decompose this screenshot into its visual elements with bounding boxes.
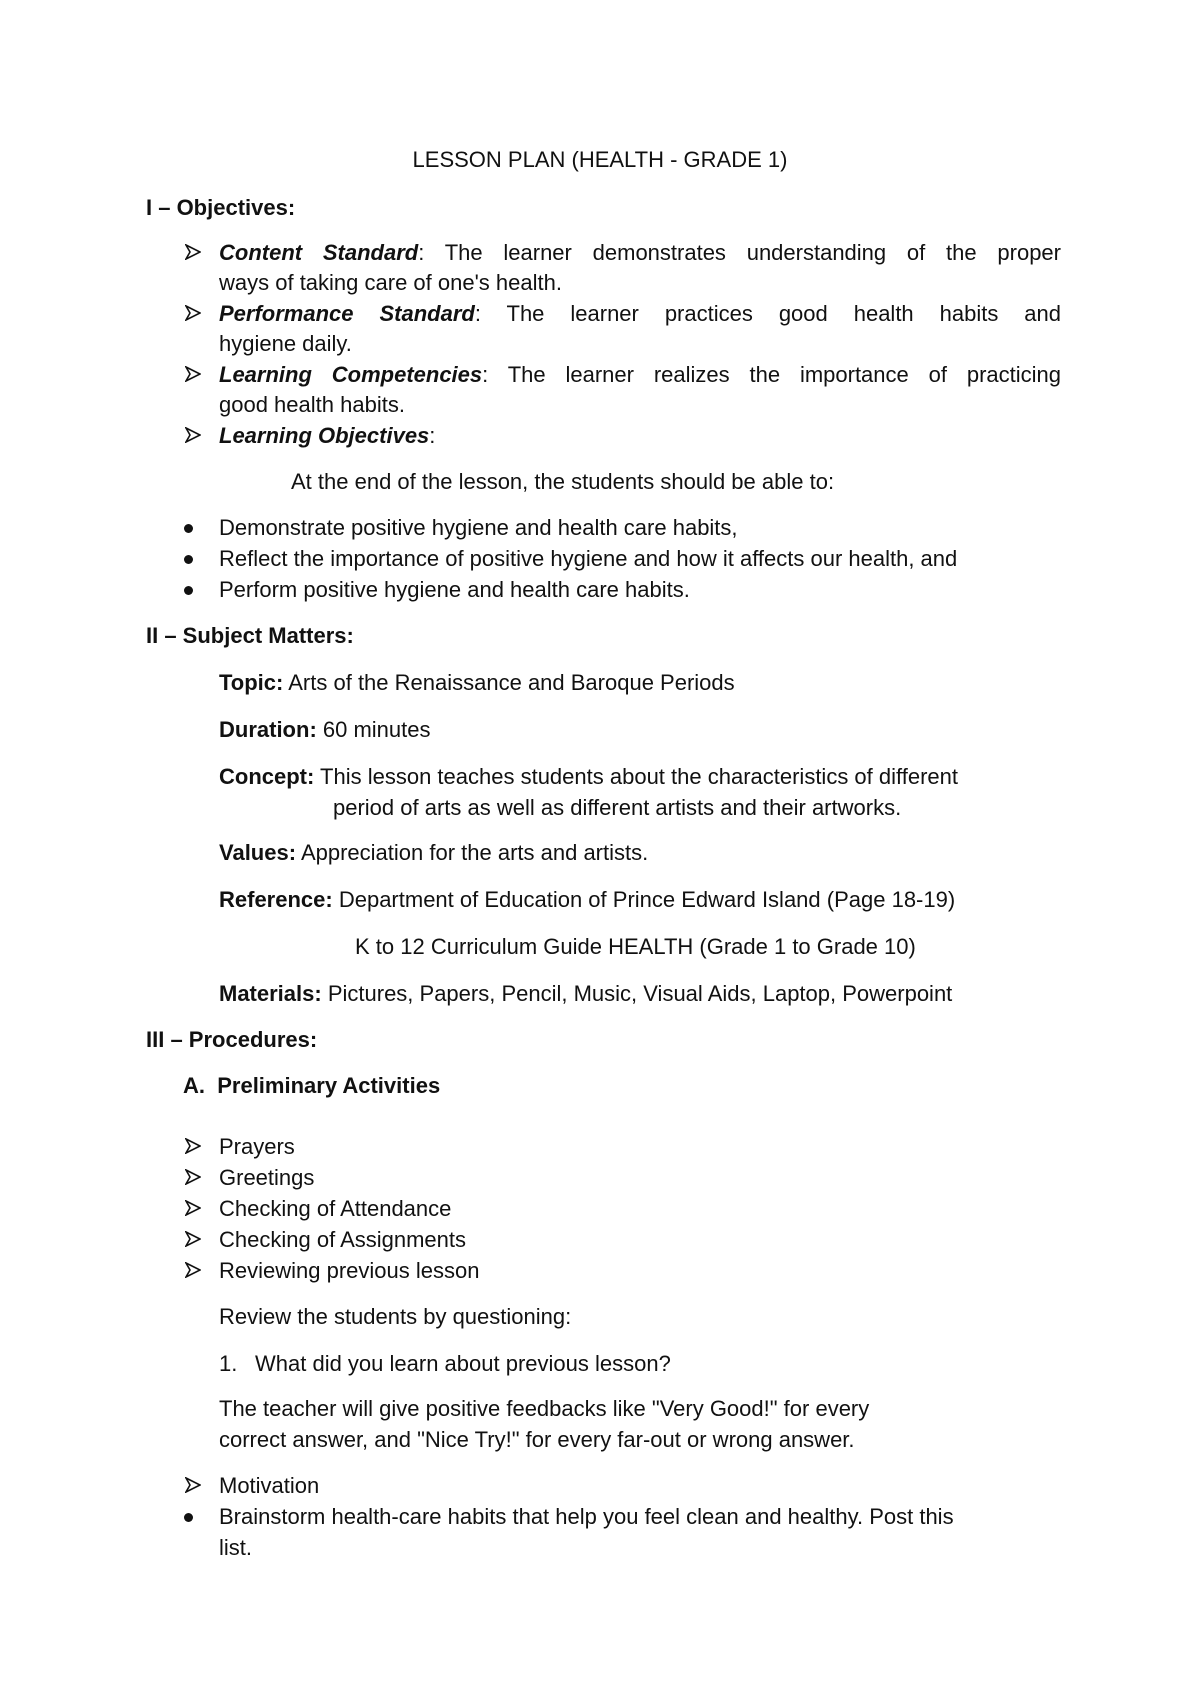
arrow-bullet-icon bbox=[185, 366, 201, 388]
learning-objectives-label: Learning Objectives bbox=[219, 423, 430, 448]
motivation-item: Motivation bbox=[219, 1473, 320, 1498]
list-item: Reviewing previous lesson bbox=[219, 1258, 480, 1283]
values-label: Values: bbox=[219, 840, 297, 865]
bullet-dot-icon bbox=[184, 1513, 193, 1522]
procedures-heading: III – Procedures: bbox=[146, 1027, 318, 1052]
reference-line2: K to 12 Curriculum Guide HEALTH (Grade 1 to Grade 10) bbox=[355, 934, 916, 959]
arrow-bullet-icon bbox=[185, 1200, 201, 1222]
list-item: Greetings bbox=[219, 1165, 315, 1190]
values-line bbox=[219, 838, 648, 868]
subject-matters-heading: II – Subject Matters: bbox=[146, 623, 354, 648]
bullet-dot-icon bbox=[184, 555, 193, 564]
topic-line bbox=[219, 668, 735, 698]
learning-competencies-line2: good health habits. bbox=[219, 392, 405, 417]
duration-label: Duration: bbox=[219, 717, 317, 742]
learning-objectives-line: Learning Objectives: bbox=[219, 423, 436, 448]
arrow-bullet-icon bbox=[185, 427, 201, 449]
bullet-dot-icon bbox=[184, 524, 193, 533]
objectives-heading: I – Objectives: bbox=[146, 195, 296, 220]
question-text: What did you learn about previous lesson? bbox=[255, 1351, 671, 1376]
topic-value: Arts of the Renaissance and Baroque Periods bbox=[283, 670, 735, 695]
learning-competencies-label: Learning Competencies bbox=[219, 362, 483, 387]
brainstorm-line2: list. bbox=[219, 1535, 252, 1560]
bullet-dot-icon bbox=[184, 586, 193, 595]
duration-value: 60 minutes bbox=[316, 717, 431, 742]
feedback-line1: The teacher will give positive feedbacks like "Very Good!" for every bbox=[219, 1396, 870, 1421]
materials-line bbox=[219, 979, 952, 1009]
values-value: Appreciation for the arts and artists. bbox=[296, 840, 649, 865]
concept-line2: period of arts as well as different artists and their artworks. bbox=[333, 795, 902, 820]
feedback-line2: correct answer, and "Nice Try!" for every far-out or wrong answer. bbox=[219, 1427, 855, 1452]
review-intro: Review the students by questioning: bbox=[219, 1304, 572, 1329]
concept-line1: Concept: This lesson teaches students about the characteristics of different bbox=[219, 764, 958, 789]
duration-line bbox=[219, 715, 431, 745]
arrow-bullet-icon bbox=[185, 1477, 201, 1499]
performance-standard-line1: Performance Standard: The learner practices good health habits and bbox=[219, 301, 1062, 326]
list-item: Checking of Assignments bbox=[219, 1227, 467, 1252]
content-standard-line1: Content Standard: The learner demonstrates understanding of the proper bbox=[219, 240, 1061, 265]
list-item: Demonstrate positive hygiene and health care habits, bbox=[219, 515, 738, 540]
content-standard-label: Content Standard bbox=[219, 240, 419, 265]
materials-value: Pictures, Papers, Pencil, Music, Visual Aids, Laptop, Powerpoint bbox=[321, 981, 953, 1006]
list-item: Reflect the importance of positive hygiene and how it affects our health, and bbox=[219, 546, 958, 571]
arrow-bullet-icon bbox=[185, 244, 201, 266]
arrow-bullet-icon bbox=[185, 1138, 201, 1160]
concept-label: Concept: bbox=[219, 764, 315, 789]
reference-line1: Reference: Department of Education of Prince Edward Island (Page 18-19) bbox=[219, 887, 956, 912]
content-standard-line2: ways of taking care of one's health. bbox=[219, 270, 562, 295]
reference-label: Reference: bbox=[219, 887, 333, 912]
preliminary-activities-heading: A. Preliminary Activities bbox=[183, 1073, 441, 1098]
performance-standard-label: Performance Standard bbox=[219, 301, 475, 326]
performance-standard-line2: hygiene daily. bbox=[219, 331, 352, 356]
arrow-bullet-icon bbox=[185, 305, 201, 327]
arrow-bullet-icon bbox=[185, 1169, 201, 1191]
learning-objectives-intro: At the end of the lesson, the students should be able to: bbox=[291, 469, 835, 494]
list-item: Perform positive hygiene and health care habits. bbox=[219, 577, 690, 602]
arrow-bullet-icon bbox=[185, 1262, 201, 1284]
question-number: 1. bbox=[219, 1351, 238, 1376]
list-item: Checking of Attendance bbox=[219, 1196, 452, 1221]
materials-label: Materials: bbox=[219, 981, 322, 1006]
learning-competencies-line1: Learning Competencies: The learner realizes the importance of practicing bbox=[219, 362, 1061, 387]
brainstorm-line1: Brainstorm health-care habits that help you feel clean and healthy. Post this bbox=[219, 1504, 954, 1529]
arrow-bullet-icon bbox=[185, 1231, 201, 1253]
topic-label: Topic: bbox=[219, 670, 284, 695]
list-item: Prayers bbox=[219, 1134, 295, 1159]
document-title: LESSON PLAN (HEALTH - GRADE 1) bbox=[412, 147, 788, 172]
